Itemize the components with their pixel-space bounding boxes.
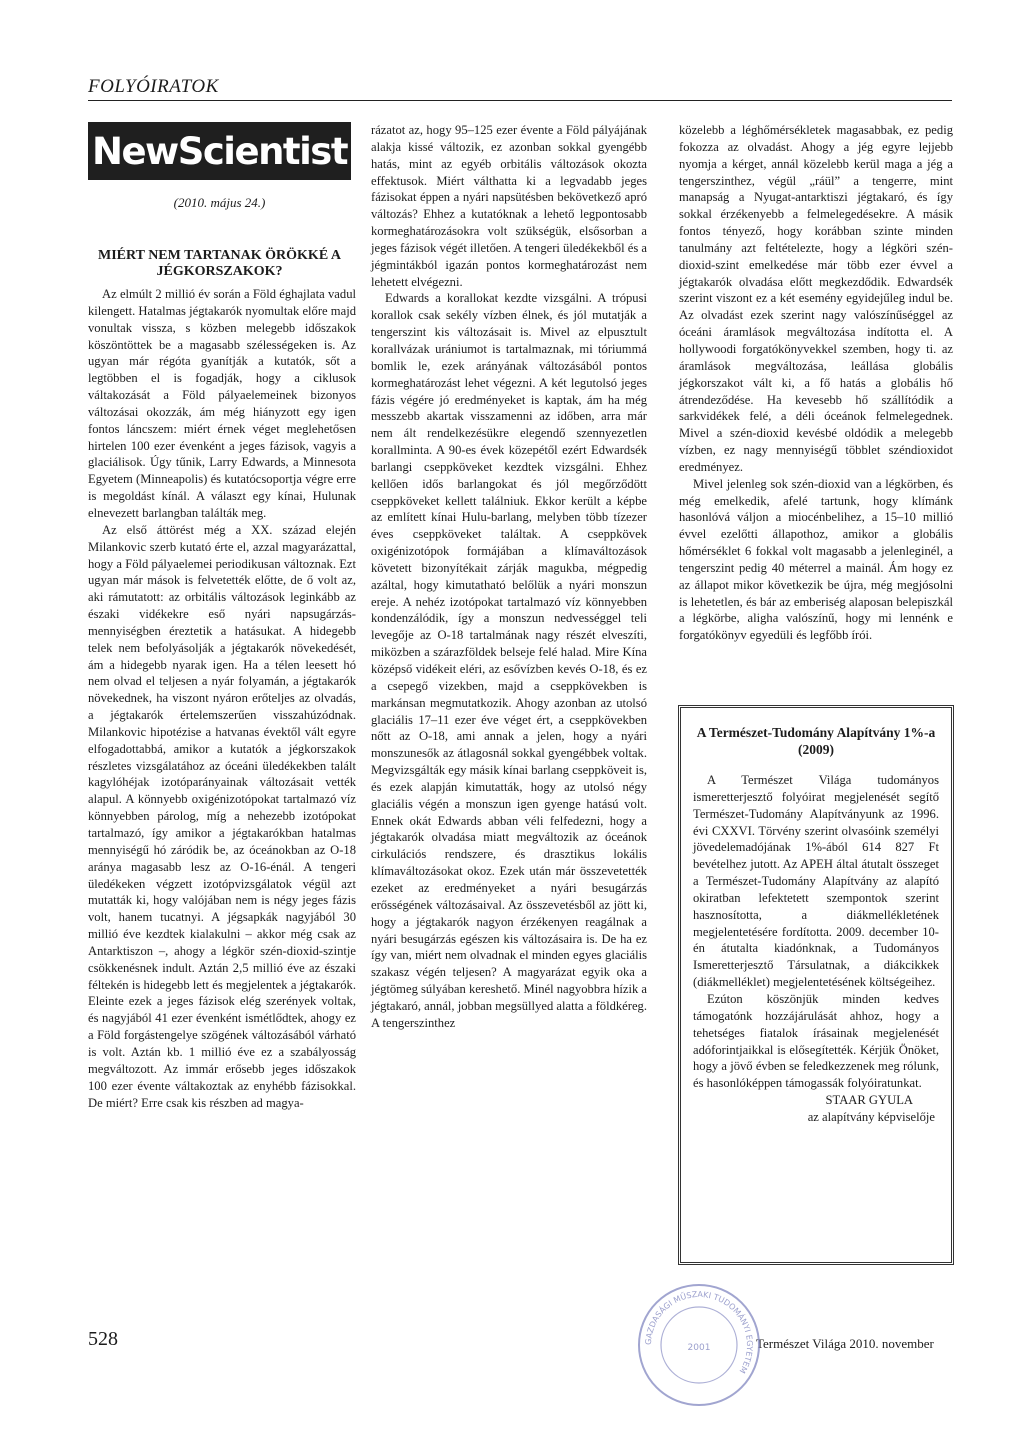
article-column-3 bbox=[679, 122, 953, 644]
notice-body bbox=[693, 772, 939, 1092]
library-stamp-icon bbox=[634, 1280, 764, 1410]
article-column-2 bbox=[371, 122, 647, 1032]
header-rule bbox=[88, 100, 952, 101]
paragraph: közelebb a léghőmérsékletek magasabbak, ez pedig fokozza az olvadást. Ahogy a jég egyre lejjebb nyomja a kérget, annál közelebb kerül maga a jég a tengerszinthez, végül „ráül” a tengerre, mint manapság a Nyugat-antarktiszi jégtakaró, és így sokkal érzékenyebb a felmelegedésekre. A másik fontos tényező, hogy korábban szinte minden tanulmány azt feltételezte, hogy a légköri szén-dioxid-szint emelkedése már több ezer évvel a jégtakarók olvadása előtt megkezdődik. Edwardsék szerint viszont ez a két esemény egyidejűleg indul be. Az olvadást ezek szerint nagy valószínűséggel az óceáni áramlások megváltozása indította el. A hollywoodi forgatókönyvekkel szemben, hogy ti. az áramlások megváltozása, leállása globális jégkorszakot vált ki, a fő hatás a globális hő átrendeződése. Ha kevesebb hő szállítódik a sarkvidékek felé, a déli óceánok felmelegednek. Mivel a szén-dioxid kevésbé oldódik a melegebb vízben, ez nagy mennyiségű többlet széndioxidot eredményez. bbox=[679, 123, 953, 474]
paragraph: Ezúton köszönjük minden kedves támogatónk hozzájárulását ahhoz, hogy a tehetséges fiatalok írásainak megjelenését adóforintjaikkal is elősegítették. Kérjük Önöket, hogy a jövő évben se feledkezzenek meg rólunk, és hasonlóképpen támogassák folyóiratunkat. bbox=[693, 991, 939, 1091]
paragraph: A Természet Világa tudományos ismeretterjesztő folyóirat megjelenését segítő Természet-Tudomány Alapítványunk az 1996. évi CXXVI. Törvény szerint olvasóink személyi jövedelemadójának 1%-ából 614 827 Ft bevételhez jutott. Az APEH által átutalt összeget a Természet-Tudomány Alapítvány az alapító okiratban lefektetett szempontok szerint hasznosította, a diákmellékletének megjelentetésére fordította. 2009. december 10-én átutalta kiadónknak, a Tudományos Ismeretterjesztő Társulatnak, a diákcikkek (diákmelléklet) megjelentetésének költségeihez. bbox=[693, 773, 939, 990]
paragraph: Az elmúlt 2 millió év során a Föld éghajlata vadul kilengett. Hatalmas jégtakarók nyomultak előre majd vonultak vissza, s közben melegebb időszakok köszöntöttek be a magasabb szélességeken is. Az ugyan már régóta gyanítják a kutatók, sőt a legtöbben el is fogadják, hogy a ciklusok váltakozását a Föld pályaelemeinek bizonyos változásai okozzák, ám még hiányzott egy igen fontos láncszem: miért érnek véget meglehetősen hirtelen 100 ezer évenként a jeges fázisok, vagyis a glaciálisok. Úgy tűnik, Larry Edwards, a Minnesota Egyetem (Minneapolis) és kutatócsoportja végre erre is megoldást kínál. A választ egy kínai, Hulunak elnevezett barlangban találták meg. bbox=[88, 287, 356, 520]
page-number: 528 bbox=[88, 1328, 118, 1350]
article-column-1 bbox=[88, 286, 356, 1111]
section-header: FOLYÓIRATOK bbox=[88, 76, 219, 97]
journal-footer: Természet Világa 2010. november bbox=[756, 1336, 934, 1351]
signature-name: STAAR GYULA bbox=[825, 1093, 913, 1108]
paragraph: rázatot az, hogy 95–125 ezer évente a Föld pályájának alakja kissé változik, ez azonban sokkal gyengébb hatás, mint az egyéb orbitális változások okozta effektusok. Miért válthatta ki a legvadabb jeges fázisokat éppen a nyári napsütésben bekövetkező apró változás? Ehhez a kutatóknak a lehető legpontosabb kormeghatározásokra volt szükségük, elsősorban a jeges fázisok végét illetően. A tengeri üledékekből és a jégmintákból igazán pontos kormeghatározást nem lehetett elvégezni. bbox=[371, 123, 647, 289]
svg-text:GAZDASÁGI MŰSZAKI TUDOMÁNYI EG bbox=[644, 1290, 754, 1375]
signature-role: az alapítvány képviselője bbox=[807, 1110, 935, 1125]
foundation-notice-box bbox=[678, 705, 954, 1265]
article-title: MIÉRT NEM TARTANAK ÖRÖKKÉ A JÉGKORSZAKOK? bbox=[97, 248, 341, 279]
paragraph: Edwards a korallokat kezdte vizsgálni. A trópusi korallok csak sekély vízben élnek, és jól mutatják a tengerszint kis változásait is. Mivel az elpusztult korallvázak urániumot is tartalmaznak, mi tóriummá bomlik le, ezek arányának változásából pontos kormeghatározást lehet végezni. A két legutolsó jeges fázis végére jó eredményeket is kaptak, ám ha még messzebb akartak visszamenni az időben, arra már nem ált rendelkezésükre elegendő szennyezetlen korallminta. A 90-es évek közepétől ezért Edwardsék barlangi cseppköveket kezdtek vizsgálni. Ehhez kellően idős barlangokat és jól megőrződött cseppköveket kellett találniuk. Ekkor került a képbe az említett kínai Hulu-barlang, melyben több tízezer éves cseppköveket találtak. A cseppkövek oxigénizotópok formájában a klímaváltozások követett bizonyítékait zárják magukba, mégpedig azáltal, hogy kimutatható belőlük a nyári monszun ereje. A nehéz izotópokat tartalmazó víz könnyebben kondenzálódik, így a monszun nedvességgel teli levegője az O-18 tartalmának nagy részét elveszíti, miközben a szárazföldek belseje felé halad. Mire Kína középső vidékeit eléri, az esővízben kevés O-18, és ez a csepegő vizekben, majd a cseppkövekben is markánsan megmutatkozik. Ahogy azonban az utolsó glaciális 17–11 ezer éve véget ért, a cseppkövekben nőtt az O-18, ami annak a jelen, hogy a nyári monszunesők az átlagosnál sokkal gyengébbek voltak. Megvizsgálták egy másik kínai barlang cseppköveit is, és ezek alapján kimutatták, hogy az utolsó négy glaciális végén a monszun igen gyenge hatású volt. Ennek okát Edwards abban véli felfedezni, hogy a jégtakarók olvadása miatt megváltozik az óceánok cirkulációs rendszere, és drasztikus lokális klímaváltozásokat okoz. Ezek után már összevetették ezeket az eredményeket a nyári besugárzás erősségének változásaival. Az összevetésből az jött ki, hogy a jégtakarók nagyon érzékenyen reagálnak a nyári besugárzás egészen kis változásaira is. De ha ez így van, miért nem olvadnak el minden egyes glaciális szakasz végén teljesen? A magyarázat egyik oka a jégtömeg súlyában kereshető. Minél nagyobbra hízik a jégtakaró, annál, jobban megsüllyed alatta a földkéreg. A tengerszinthez bbox=[371, 291, 647, 1030]
stamp-year: 2001 bbox=[687, 1343, 711, 1353]
paragraph: Mivel jelenleg sok szén-dioxid van a légkörben, és még emelkedik, afelé tartunk, hogy klímánk hasonlóvá váljon a miocénbelihez, a 15–10 millió évvel ezelőtti állapothoz, amikor a globális hőmérséklet 6 fokkal volt magasabb a jelenleginél, a tengerszint pedig 40 méterrel a mainál. Ám hogy ez az állapot mikor következik be újra, még megjósolni is lehetetlen, és bár az emberiség alaposan belepiszkál a légkörbe, aligha valószínű, hogy mi lennénk e forgatókönyv egyedüli és legfőbb írói. bbox=[679, 476, 953, 643]
notice-title: A Természet-Tudomány Alapítvány 1%-a (2009) bbox=[696, 725, 936, 757]
issue-date: (2010. május 24.) bbox=[173, 195, 266, 210]
stamp-text: GAZDASÁGI MŰSZAKI TUDOMÁNYI EGYETEM bbox=[643, 1289, 755, 1375]
newscientist-logo: NewScientist bbox=[88, 122, 351, 180]
paragraph: Az első áttörést még a XX. század elején Milankovic szerb kutató érte el, azzal magyarázattal, hogy a Föld pályaelemei periodikusan változnak. Ezt ugyan már mások is felvetették előtte, de ő volt az, aki rámutatott: az orbitális változások leginkább az északi vidékekre eső nyári napsugárzás-mennyiségben éreztetik a hatásukat. A hidegebb telek nem befolyásolják a jégtakarók növekedését, ám a hidegebb nyarak igen. Ha a télen leesett hó nem olvad el teljesen a nyár folyamán, a jégtakarók növekednek, ha viszont nyáron erőteljes az olvadás, a jégtakarók értelemszerűen visszahúzódnak. Milankovic hipotézise a hatvanas évektől vált egyre elfogadottabbá, amikor a kutatók a jégkorszakok részletes vizsgálatához az óceáni üledékekben talált kagylóhéjak izotóparányainak változásait vették alapul. A könnyebb oxigénizotópokat tartalmazó víz könnyebben párolog, míg a nehezebb izotópokat tartalmazó, így amikor a jégtakarókban hatalmas mennyiségű hó záródik be, az óceánokban az O-18 aránya magasabb lesz az O-16-énál. A tengeri üledékeken végzett izotópvizsgálatok végül azt mutatták ki, hogy valójában nem is négy jeges fázis volt, hanem tucatnyi. A jégsapkák nagyjából 30 millió éve kezdtek kialakulni – akkor még csak az Antarktiszon –, ahogy a légkör szén-dioxid-szintje csökkenésnek indult. Aztán 2,5 millió éve az északi féltekén is hidegebb lett és megjelentek a jégtakarók. Eleinte ezek a jeges fázisok elég szerények voltak, és nagyjából 41 ezer évenként ismétlődtek, ahogy ez a Föld forgástengelye szögének változásából várható is volt. Aztán kb. 1 millió éve ez a szabályosság megváltozott. Az immár erősebb jeges időszakok 100 ezer évente váltakoztak az enyhébb fázisokkal. De miért? Erre csak kis részben ad magya- bbox=[88, 522, 356, 1110]
